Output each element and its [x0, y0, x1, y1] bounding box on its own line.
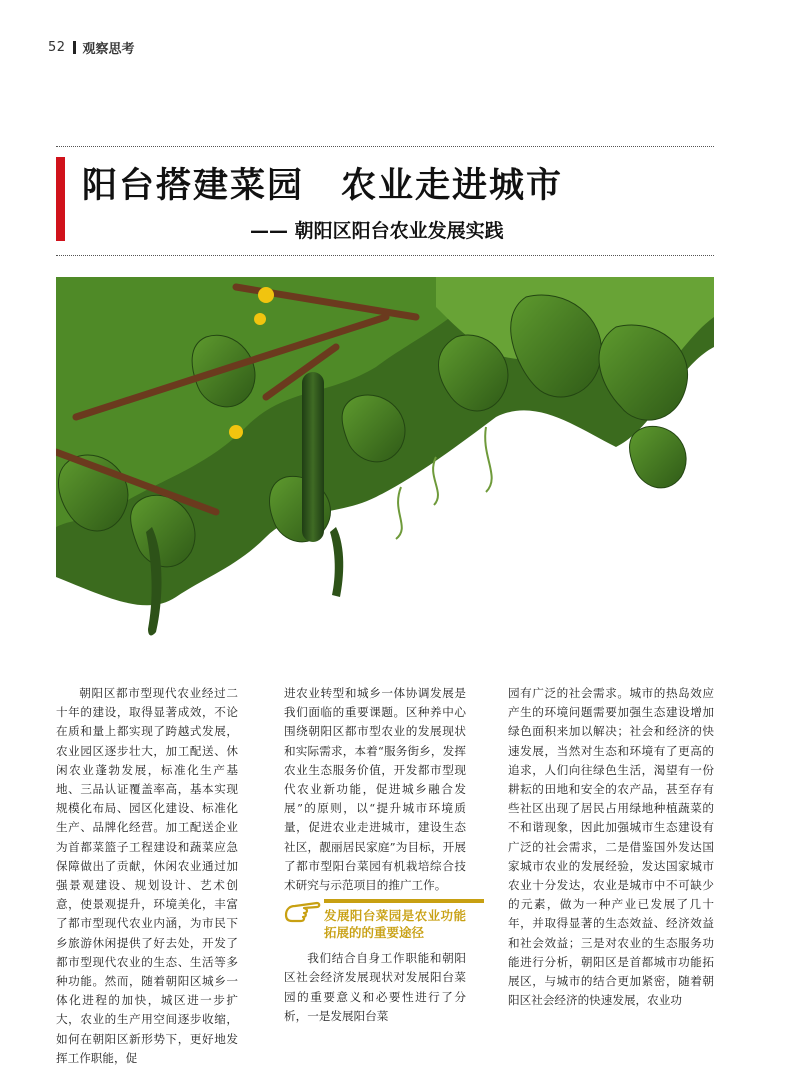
text-column-1: [56, 684, 238, 1068]
article-photo: [56, 277, 714, 639]
title-accent-bar: [56, 157, 65, 241]
page-number: 52: [48, 40, 66, 55]
paragraph: 园有广泛的社会需求。城市的热岛效应产生的环境问题需要加强生态建设增加绿色面积来加以解决；社会和经济的快速发展，当然对生态和环境有了更高的追求，人们向往绿色生活，渴望有一份耕耘的田地和安全的农产品，甚至存有些社区出现了居民占用绿地种植蔬菜的不和谐现象，因此加强城市生态建设有广泛的社会需求，二是借鉴国外发达国家城市农业的发展经验，发达国家城市农业十分发达，农业是城市中不可缺少的元素，做为一种产业已发展了几十年，并取得显著的生态效益、经济效益和社会效益；三是对农业的生态服务功能进行分析，朝阳区是首都城市功能拓展区，与城市的结合更加紧密，随着朝阳区社会经济的快速发展，农业功: [508, 686, 714, 1008]
paragraph: 进农业转型和城乡一体协调发展是我们面临的重要课题。区种养中心围绕朝阳区都市型农业的发展现状和实际需求，本着“服务街乡，发挥农业生态服务价值，开发都市型现代农业新功能，促进城乡融合发展”的原则，以“提升城市环境质量，促进农业走进城市，建设生态社区，靓丽居民家庭”为目标，开展了都市型阳台菜园有机栽培综合技术研究与示范项目的推广工作。: [284, 686, 466, 893]
text-column-2: [284, 684, 466, 1026]
article-title: 阳台搭建菜园 农业走进城市: [82, 165, 564, 206]
pointing-hand-icon: [284, 897, 322, 923]
paragraph: 朝阳区都市型现代农业经过二十年的建设，取得显著成效，不论在质和量上都实现了跨越式发展，农业园区逐步壮大，加工配送、休闲农业蓬勃发展，标准化生产基地、三品认证覆盖率高，基本实现规模化布局、园区化建设、标准化生产、品牌化经营。加工配送企业为首都菜篮子工程建设和蔬菜应急保障做出了贡献，休闲农业通过加强景观建设、规划设计、艺术创意，使景观提升，环境美化，丰富了都市型现代农业内涵，为市民下乡旅游休闲提供了好去处，开发了都市型现代农业的生态、生活等多种功能。然而，随着朝阳区城乡一体化进程的加快，城区进一步扩大，农业的生产用空间逐步收缩，如何在朝阳区新形势下，更好地发挥工作职能，促: [56, 686, 238, 1065]
running-header: [48, 38, 135, 57]
subheading-text: 发展阳台菜园是农业功能拓展的的重要途径: [324, 908, 466, 941]
vine-trellis-illustration: [56, 277, 714, 639]
subheading-rule: [324, 899, 484, 903]
section-name: 观察思考: [82, 42, 135, 57]
title-rule-top: [56, 146, 714, 147]
article-subtitle: —— 朝阳区阳台农业发展实践: [250, 220, 504, 242]
paragraph: 我们结合自身工作职能和朝阳区社会经济发展现状对发展阳台菜园的重要意义和必要性进行了分析，一是发展阳台菜: [284, 951, 466, 1023]
header-divider: [73, 41, 76, 54]
section-subheading: [284, 899, 466, 941]
title-rule-bottom: [56, 255, 714, 256]
text-column-3: [508, 684, 714, 1010]
